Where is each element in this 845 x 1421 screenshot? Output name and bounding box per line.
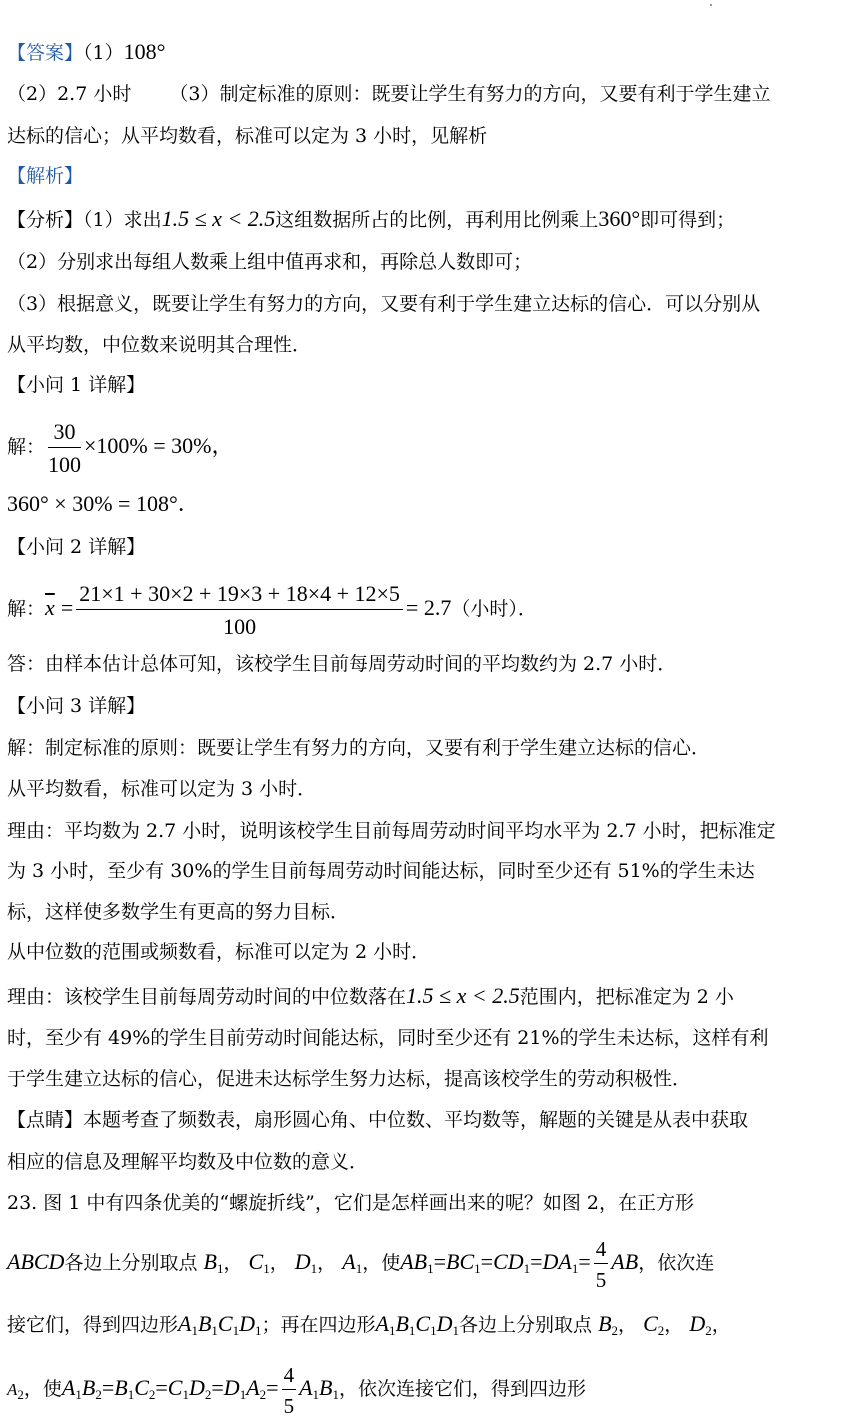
q3-title-line [7,692,837,720]
q2-xbar: $\overline{x}$ [45,595,55,620]
q23-equals: = [480,1249,494,1274]
q23-equals: = [530,1249,543,1274]
q1-degree-result: 360° × 30% = 108°． [7,491,200,516]
q3-l7-head: 理由：该校学生目前每周劳动时间的中位数落在 [7,986,407,1008]
answer-q2-head: （2） [7,83,58,105]
q23-l4-tail: ，依次连接它们，得到四边形 [338,1378,586,1400]
q23-fraction-1-numerator: 4 [594,1237,609,1264]
q23-quad-1: $A_1B_1C_1D_1$ [178,1311,262,1338]
q23-b1c2: $B_1C_2$ [114,1375,156,1402]
fenxi-2: （2）分别求出每组人数乘上组中值再求和，再除总人数即可； [7,251,533,273]
q2-fraction [76,581,403,640]
dianjing-line-2 [7,1148,837,1176]
q1-formula-tail: ×100% = 30%， [84,433,234,458]
q23-line-4 [7,1362,837,1421]
q23-a2: $A_2$ [7,1380,24,1402]
q2-title: 【小问 2 详解】 [7,536,146,558]
answer-q3-text-b: 达标的信心；从平均数看，标准可以定为 3 小时，见解析 [7,125,488,147]
q23-l1: 23. 图 1 中有四条优美的“螺旋折线”，它们是怎样画出来的呢？如图 2，在正方形 [7,1192,694,1214]
q3-l7-tail: 范围内，把标准定为 2 小 [519,986,734,1008]
q23-fraction-2-numerator: 4 [282,1363,297,1390]
q23-line-1 [7,1189,837,1217]
analysis-tag-line [7,162,837,190]
q23-quad-1b: $A_1B_1C_1D_1$ [375,1311,459,1338]
q23-l3-head: 接它们，得到四边形 [7,1314,179,1336]
dianjing-line-1 [7,1106,837,1134]
q1-formula-line [7,414,837,479]
q23-comma: ， [223,1252,243,1274]
q23-c1: $C_1$ [248,1249,270,1276]
q3-line-7 [7,982,837,1011]
answer-line-1 [7,38,837,67]
answer-q2-value: 2.7 小时 [57,83,132,105]
q23-l2-use: ，使 [362,1252,401,1274]
q3-line-1 [7,734,837,762]
q2-answer-line [7,650,837,678]
q23-fraction-1-denominator: 5 [595,1267,607,1292]
analysis-tag: 【解析】 [7,165,84,187]
q23-equals: = [101,1375,115,1400]
dianjing-l2: 相应的信息及理解平均数及中位数的意义． [7,1151,369,1173]
q23-d2: $D_2$ [689,1311,712,1338]
answer-line-3 [7,122,837,150]
q23-line-3 [7,1310,837,1345]
q3-line-2 [7,775,837,803]
q23-equals: = [433,1249,447,1274]
q2-formula-line [7,576,837,641]
fenxi-3a: （3）根据意义，既要让学生有努力的方向，又要有利于学生建立达标的信心．可以分别从 [7,293,761,315]
q2-result: = 2.7 [405,595,452,620]
fenxi-line-1 [7,205,837,234]
answer-line-2 [7,80,837,108]
q23-equals: = [578,1249,591,1274]
q23-a1b2: $A_1B_2$ [61,1375,102,1402]
q3-l2: 从平均数看，标准可以定为 3 小时． [7,778,317,800]
q23-l4-use: ，使 [23,1378,62,1400]
answer-q1-head: （1） [83,42,124,64]
q1-fraction-numerator: 30 [48,419,81,448]
q1-title-line [7,371,837,399]
q23-b1: $B_1$ [203,1249,224,1276]
q23-comma: ， [269,1252,289,1274]
fenxi-line-2 [7,248,837,276]
q23-b2: $B_2$ [598,1311,619,1338]
fenxi-tag: 【分析】 [7,209,84,231]
q1-line-2 [7,490,837,519]
q2-unit: （小时）． [451,598,537,620]
q23-comma: ， [711,1314,731,1336]
q23-comma: ， [664,1314,684,1336]
q2-jie: 解： [7,598,46,620]
scan-dot [710,4,712,6]
q23-comma: ， [618,1314,638,1336]
fenxi-line-4 [7,331,837,359]
q23-a1b1: $A_1B_1$ [299,1375,339,1402]
q3-l5: 标，这样使多数学生有更高的努力目标． [7,901,350,923]
q1-fraction-denominator: 100 [48,451,82,477]
q23-abcd: ABCD [7,1249,65,1274]
q23-comma: ， [317,1252,337,1274]
fenxi-3b: 从平均数，中位数来说明其合理性． [7,334,312,356]
q3-l6: 从中位数的范围或频数看，标准可以定为 2 小时． [7,941,431,963]
q3-l4: 为 3 小时，至少有 30%的学生目前每周劳动时间能达标，同时至少还有 51%的学生未达 [7,860,755,882]
q3-line-8 [7,1024,837,1052]
q23-l3-text: 各边上分别取点 [459,1314,593,1336]
q23-equals: = [266,1375,279,1400]
answer-q1-value: 108° [123,39,166,64]
answer-tag: 【答案】 [7,42,84,64]
fenxi-1-head: （1）求出 [83,209,162,231]
q3-l9: 于学生建立达标的信心，促进未达标学生努力达标，提高该校学生的劳动积极性． [7,1068,692,1090]
q23-fraction-2 [282,1363,297,1418]
q23-c1d2: $C_1D_2$ [167,1375,212,1402]
q23-cd1: $CD_1$ [493,1249,531,1276]
q23-fraction-1 [594,1237,609,1292]
q23-a1: $A_1$ [342,1249,363,1276]
fenxi-1-tail: 即可得到； [640,209,736,231]
q23-l2-text1: 各边上分别取点 [64,1252,198,1274]
q3-line-3 [7,817,837,845]
q2-answer: 答：由样本估计总体可知，该校学生目前每周劳动时间的平均数约为 2.7 小时． [7,653,677,675]
fenxi-1-mid: 这组数据所占的比例，再利用比例乘上 [275,209,599,231]
q23-l2-tail: ，依次连 [638,1252,715,1274]
q23-c2: $C_2$ [643,1311,665,1338]
q23-line-2 [7,1236,837,1295]
q23-fraction-2-denominator: 5 [283,1393,295,1418]
q3-l8: 时，至少有 49%的学生目前劳动时间能达标，同时至少还有 21%的学生未达标，这样有利 [7,1027,769,1049]
q1-fraction [48,419,81,478]
q1-title: 【小问 1 详解】 [7,374,146,396]
dianjing-l1: 本题考查了频数表，扇形圆心角、中位数、平均数等，解题的关键是从表中获取 [83,1109,749,1131]
answer-q3-text-a: 制定标准的原则：既要让学生有努力的方向，又要有利于学生建立 [219,83,771,105]
q3-title: 【小问 3 详解】 [7,695,146,717]
q3-l3: 理由：平均数为 2.7 小时，说明该校学生目前每周劳动时间平均水平为 2.7 小时，把标准定 [7,820,776,842]
fenxi-line-3 [7,290,837,318]
q3-line-9 [7,1065,837,1093]
dianjing-tag: 【点睛】 [7,1109,84,1131]
q2-fraction-numerator: 21×1 + 30×2 + 19×3 + 18×4 + 12×5 [76,581,403,610]
q23-bc1: $BC_1$ [446,1249,481,1276]
answer-q3-head: （3） [169,83,220,105]
q2-fraction-denominator: 100 [223,613,257,639]
q23-equals: = [155,1375,168,1400]
q2-title-line [7,533,837,561]
q23-equals: = [211,1375,224,1400]
q23-d1: $D_1$ [294,1249,318,1276]
q23-l3-mid: ；再在四边形 [261,1314,376,1336]
q23-d1a2: $D_1A_2$ [223,1375,267,1402]
q3-l1: 解：制定标准的原则：既要让学生有努力的方向，又要有利于学生建立达标的信心． [7,737,711,759]
q1-jie: 解： [7,436,46,458]
q3-line-6 [7,938,837,966]
fenxi-1-degree: 360° [598,206,641,231]
q23-ab: AB [611,1249,639,1274]
q23-da1: $DA_1$ [542,1249,579,1276]
q23-ab1: $AB_1$ [400,1249,434,1276]
q3-line-5 [7,898,837,926]
q3-line-4 [7,857,837,885]
q3-l7-inequality: 1.5 ≤ x < 2.5 [406,983,520,1008]
fenxi-1-inequality: 1.5 ≤ x < 2.5 [161,206,276,231]
q2-equals: = [60,595,74,620]
